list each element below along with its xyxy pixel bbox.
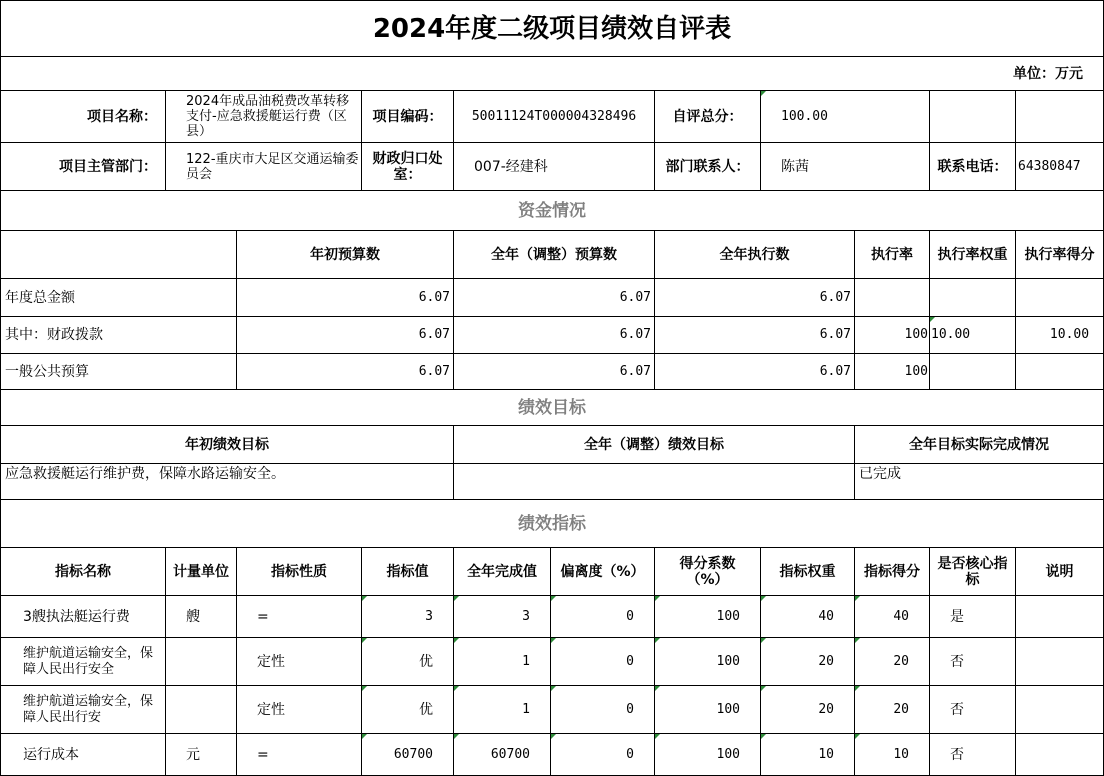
ind-cell-note[interactable] bbox=[1016, 596, 1104, 638]
goals-actual-text[interactable]: 已完成 bbox=[855, 464, 1104, 500]
ind-cell-dev[interactable]: 0 bbox=[551, 596, 655, 638]
funds-cell-score[interactable] bbox=[1016, 354, 1104, 390]
phone-value[interactable]: 64380847 bbox=[1016, 143, 1104, 191]
ind-cell-unit[interactable]: 艘 bbox=[166, 596, 237, 638]
ind-cell-dev[interactable]: 0 bbox=[551, 638, 655, 686]
project-code-value[interactable]: 50011124T000004328496 bbox=[454, 91, 655, 143]
ind-cell-core[interactable]: 否 bbox=[930, 734, 1016, 776]
ind-cell-unit[interactable] bbox=[166, 638, 237, 686]
funds-row-label: 年度总金额 bbox=[1, 279, 237, 317]
finance-value[interactable]: 007-经建科 bbox=[454, 143, 655, 191]
ind-cell-score[interactable]: 20 bbox=[855, 638, 930, 686]
ind-cell-dev[interactable]: 0 bbox=[551, 734, 655, 776]
goals-section-title: 绩效目标 bbox=[1, 390, 1104, 426]
goals-adjusted-text[interactable] bbox=[454, 464, 855, 500]
finance-label: 财政归口处室： bbox=[362, 143, 454, 191]
ind-cell-coef[interactable]: 100 bbox=[655, 686, 761, 734]
funds-cell-adjusted[interactable]: 6.07 bbox=[454, 279, 655, 317]
ind-cell-nature[interactable]: 定性 bbox=[237, 686, 362, 734]
ind-cell-done[interactable]: 60700 bbox=[454, 734, 551, 776]
ind-cell-nature[interactable]: = bbox=[237, 734, 362, 776]
ind-cell-coef[interactable]: 100 bbox=[655, 734, 761, 776]
phone-label: 联系电话： bbox=[930, 143, 1016, 191]
ind-cell-weight[interactable]: 20 bbox=[761, 686, 855, 734]
ind-header-nature: 指标性质 bbox=[237, 548, 362, 596]
goals-header-adjusted: 全年（调整）绩效目标 bbox=[454, 426, 855, 464]
funds-cell-executed[interactable]: 6.07 bbox=[655, 279, 855, 317]
funds-cell-weight[interactable] bbox=[930, 279, 1016, 317]
funds-header-rate: 执行率 bbox=[855, 231, 930, 279]
ind-cell-nature[interactable]: 定性 bbox=[237, 638, 362, 686]
ind-cell-note[interactable] bbox=[1016, 686, 1104, 734]
ind-header-note: 说明 bbox=[1016, 548, 1104, 596]
sheet-title: 2024年度二级项目绩效自评表 bbox=[1, 1, 1104, 57]
funds-cell-adjusted[interactable]: 6.07 bbox=[454, 317, 655, 354]
ind-header-weight: 指标权重 bbox=[761, 548, 855, 596]
goals-initial-text[interactable]: 应急救援艇运行维护费，保障水路运输安全。 bbox=[1, 464, 454, 500]
ind-cell-value[interactable]: 优 bbox=[362, 686, 454, 734]
ind-header-coef: 得分系数（%） bbox=[655, 548, 761, 596]
ind-cell-core[interactable]: 否 bbox=[930, 638, 1016, 686]
empty-cell[interactable] bbox=[930, 91, 1016, 143]
ind-cell-name[interactable]: 运行成本 bbox=[1, 734, 166, 776]
funds-cell-initial[interactable]: 6.07 bbox=[237, 317, 454, 354]
funds-cell-initial[interactable]: 6.07 bbox=[237, 354, 454, 390]
funds-cell-executed[interactable]: 6.07 bbox=[655, 354, 855, 390]
ind-cell-value[interactable]: 优 bbox=[362, 638, 454, 686]
ind-cell-core[interactable]: 否 bbox=[930, 686, 1016, 734]
funds-header-weight: 执行率权重 bbox=[930, 231, 1016, 279]
ind-cell-score[interactable]: 40 bbox=[855, 596, 930, 638]
contact-value[interactable]: 陈茜 bbox=[761, 143, 930, 191]
ind-header-dev: 偏离度（%） bbox=[551, 548, 655, 596]
ind-cell-note[interactable] bbox=[1016, 638, 1104, 686]
ind-cell-name[interactable]: 3艘执法艇运行费 bbox=[1, 596, 166, 638]
funds-cell-weight[interactable] bbox=[930, 354, 1016, 390]
contact-label: 部门联系人： bbox=[655, 143, 761, 191]
empty-cell[interactable] bbox=[1016, 91, 1104, 143]
ind-cell-done[interactable]: 3 bbox=[454, 596, 551, 638]
ind-cell-core[interactable]: 是 bbox=[930, 596, 1016, 638]
goals-header-actual: 全年目标实际完成情况 bbox=[855, 426, 1104, 464]
ind-cell-coef[interactable]: 100 bbox=[655, 638, 761, 686]
self-score-label: 自评总分： bbox=[655, 91, 761, 143]
funds-row-label: 其中：财政拨款 bbox=[1, 317, 237, 354]
funds-header-executed: 全年执行数 bbox=[655, 231, 855, 279]
indicators-section-title: 绩效指标 bbox=[1, 500, 1104, 548]
ind-header-core: 是否核心指标 bbox=[930, 548, 1016, 596]
project-name-value[interactable]: 2024年成品油税费改革转移支付-应急救援艇运行费（区县） bbox=[166, 91, 362, 143]
funds-cell-initial[interactable]: 6.07 bbox=[237, 279, 454, 317]
funds-header-score: 执行率得分 bbox=[1016, 231, 1104, 279]
ind-cell-weight[interactable]: 40 bbox=[761, 596, 855, 638]
funds-cell-weight[interactable]: 10.00 bbox=[930, 317, 1016, 354]
ind-cell-value[interactable]: 3 bbox=[362, 596, 454, 638]
funds-cell-rate[interactable]: 100 bbox=[855, 317, 930, 354]
ind-cell-name[interactable]: 维护航道运输安全，保障人民出行安全 bbox=[1, 638, 166, 686]
project-code-label: 项目编码： bbox=[362, 91, 454, 143]
ind-header-name: 指标名称 bbox=[1, 548, 166, 596]
ind-cell-weight[interactable]: 10 bbox=[761, 734, 855, 776]
ind-cell-nature[interactable]: = bbox=[237, 596, 362, 638]
ind-cell-value[interactable]: 60700 bbox=[362, 734, 454, 776]
ind-cell-coef[interactable]: 100 bbox=[655, 596, 761, 638]
ind-cell-done[interactable]: 1 bbox=[454, 638, 551, 686]
ind-header-done: 全年完成值 bbox=[454, 548, 551, 596]
ind-cell-note[interactable] bbox=[1016, 734, 1104, 776]
ind-header-score: 指标得分 bbox=[855, 548, 930, 596]
ind-header-value: 指标值 bbox=[362, 548, 454, 596]
dept-label: 项目主管部门： bbox=[1, 143, 166, 191]
funds-cell-score[interactable] bbox=[1016, 279, 1104, 317]
funds-header-initial: 年初预算数 bbox=[237, 231, 454, 279]
unit-label: 单位：万元 bbox=[1, 57, 1104, 91]
ind-cell-unit[interactable]: 元 bbox=[166, 734, 237, 776]
funds-corner-cell bbox=[1, 231, 237, 279]
goals-header-initial: 年初绩效目标 bbox=[1, 426, 454, 464]
ind-cell-weight[interactable]: 20 bbox=[761, 638, 855, 686]
dept-value[interactable]: 122-重庆市大足区交通运输委员会 bbox=[166, 143, 362, 191]
ind-cell-done[interactable]: 1 bbox=[454, 686, 551, 734]
ind-cell-score[interactable]: 10 bbox=[855, 734, 930, 776]
ind-cell-name[interactable]: 维护航道运输安全，保障人民出行安 bbox=[1, 686, 166, 734]
ind-cell-score[interactable]: 20 bbox=[855, 686, 930, 734]
project-name-label: 项目名称： bbox=[1, 91, 166, 143]
funds-cell-rate[interactable] bbox=[855, 279, 930, 317]
self-score-value[interactable]: 100.00 bbox=[761, 91, 930, 143]
funds-section-title: 资金情况 bbox=[1, 191, 1104, 231]
funds-cell-executed[interactable]: 6.07 bbox=[655, 317, 855, 354]
ind-cell-unit[interactable] bbox=[166, 686, 237, 734]
ind-cell-dev[interactable]: 0 bbox=[551, 686, 655, 734]
funds-cell-score[interactable]: 10.00 bbox=[1016, 317, 1104, 354]
funds-cell-rate[interactable]: 100 bbox=[855, 354, 930, 390]
ind-header-unit: 计量单位 bbox=[166, 548, 237, 596]
funds-cell-adjusted[interactable]: 6.07 bbox=[454, 354, 655, 390]
funds-header-adjusted: 全年（调整）预算数 bbox=[454, 231, 655, 279]
funds-row-label: 一般公共预算 bbox=[1, 354, 237, 390]
